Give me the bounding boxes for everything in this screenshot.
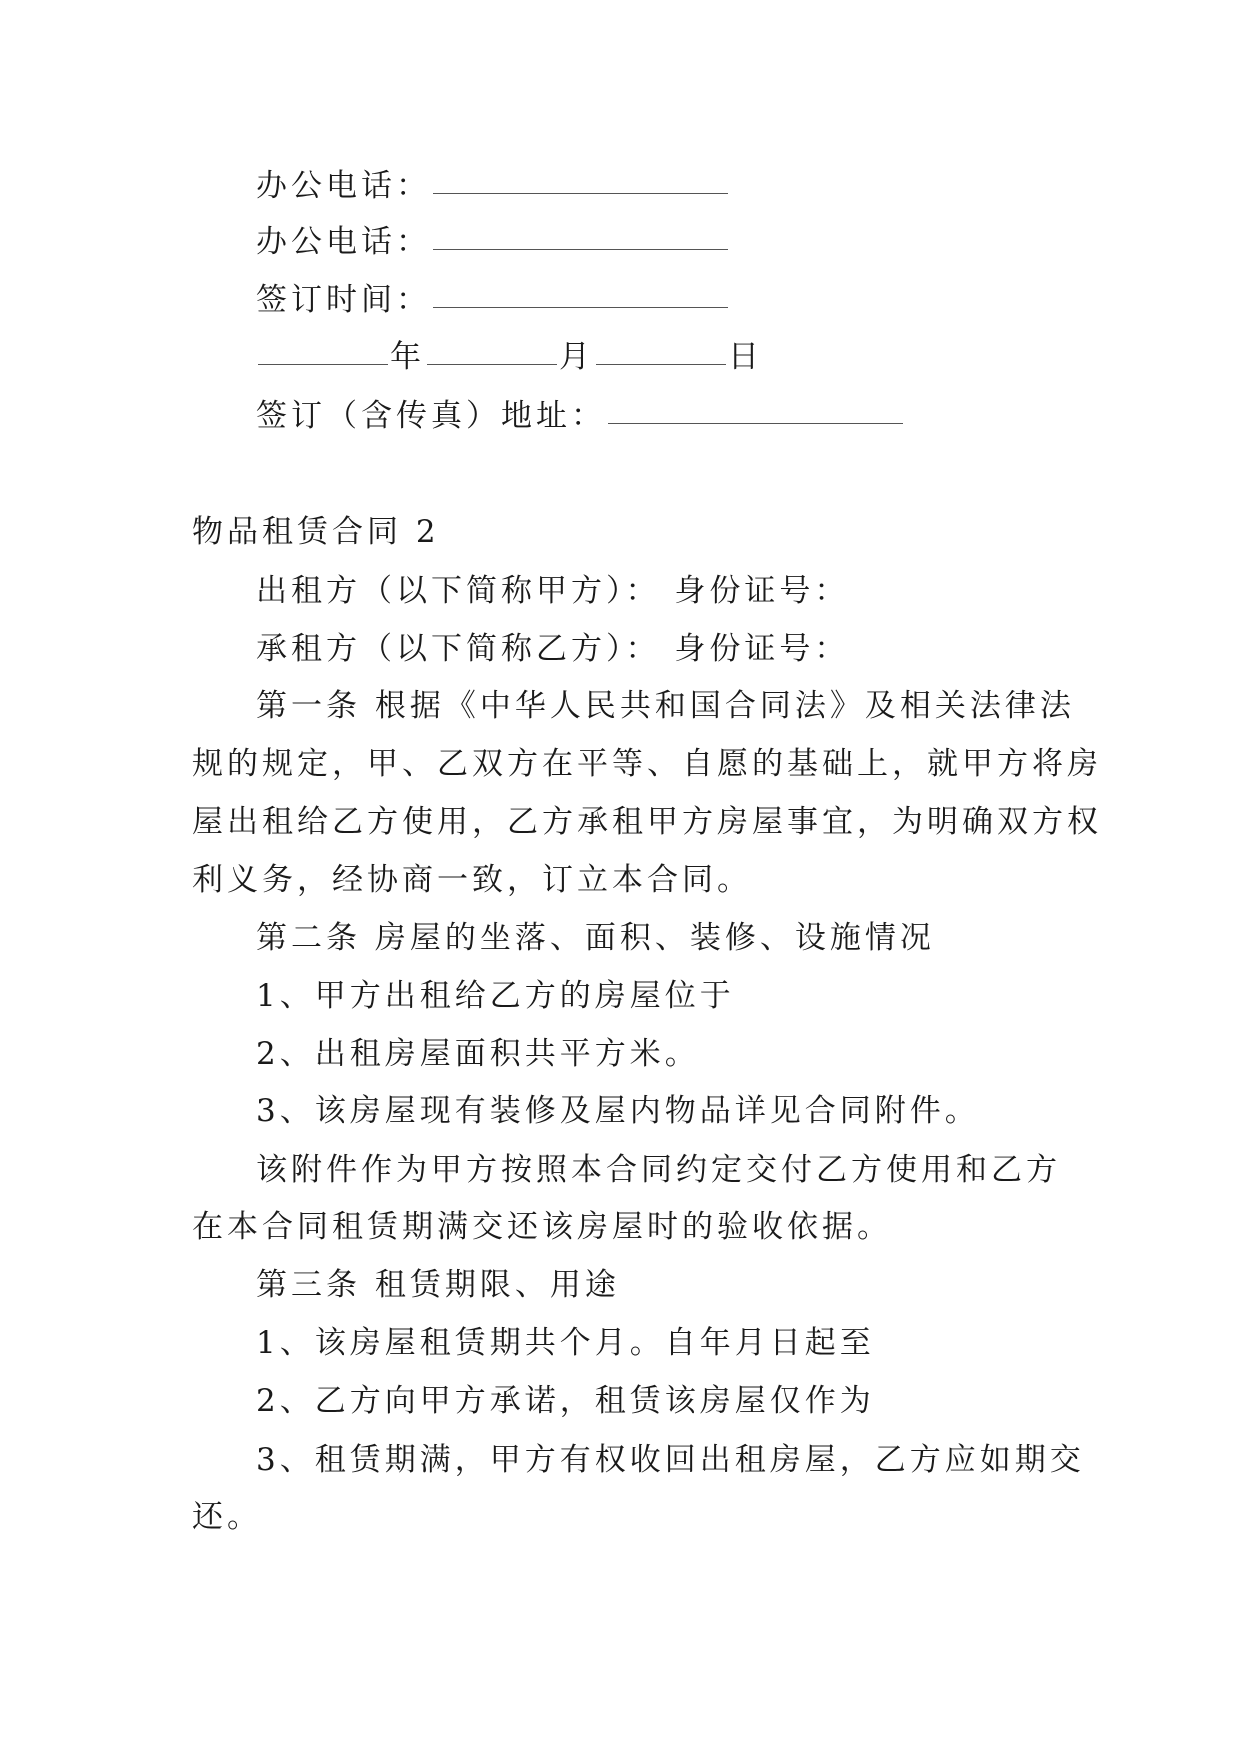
sign-address-blank [608, 423, 903, 424]
article-3-item-1: 1、该房屋租赁期共个月。自年月日起至 [256, 1325, 875, 1361]
lessee-line: 承租方（以下简称乙方）： 身份证号： [256, 631, 850, 667]
sign-time-blank [433, 307, 728, 308]
office-phone-line-2 [256, 222, 730, 262]
lessor-line: 出租方（以下简称甲方）： 身份证号： [256, 573, 850, 609]
year-blank [258, 364, 388, 365]
article-1-line-4: 利义务，经协商一致，订立本合同。 [192, 862, 752, 898]
article-2-item-1: 1、甲方出租给乙方的房屋位于 [256, 978, 735, 1014]
article-1-line-1: 第一条 根据《中华人民共和国合同法》及相关法律法 [256, 688, 1075, 724]
year-label: 年 [390, 339, 425, 375]
office-phone-blank [433, 249, 728, 250]
office-phone-line-1 [256, 166, 730, 206]
annex-line-2: 在本合同租赁期满交还该房屋时的验收依据。 [192, 1209, 892, 1245]
sign-time-line [256, 280, 730, 320]
article-2-item-2: 2、出租房屋面积共平方米。 [256, 1036, 700, 1072]
sign-address-line [256, 396, 905, 436]
office-phone-blank [433, 193, 728, 194]
article-3-item-2: 2、乙方向甲方承诺，租赁该房屋仅作为 [256, 1383, 875, 1419]
article-3-heading: 第三条 租赁期限、用途 [256, 1267, 620, 1303]
month-blank [427, 364, 557, 365]
day-blank [596, 364, 726, 365]
article-3-item-3-line-1: 3、租赁期满，甲方有权收回出租房屋，乙方应如期交 [256, 1442, 1085, 1478]
article-2-item-3: 3、该房屋现有装修及屋内物品详见合同附件。 [256, 1093, 980, 1129]
sign-time-label: 签订时间： [256, 282, 431, 318]
day-label: 日 [728, 339, 763, 375]
office-phone-label: 办公电话： [256, 168, 431, 204]
sign-address-label: 签订（含传真）地址： [256, 398, 606, 434]
month-label: 月 [559, 339, 594, 375]
contract-title: 物品租赁合同 2 [192, 514, 440, 550]
article-1-line-2: 规的规定，甲、乙双方在平等、自愿的基础上，就甲方将房 [192, 746, 1102, 782]
article-2-heading: 第二条 房屋的坐落、面积、装修、设施情况 [256, 920, 935, 956]
article-1-line-3: 屋出租给乙方使用，乙方承租甲方房屋事宜，为明确双方权 [192, 804, 1102, 840]
article-3-item-3-line-2: 还。 [192, 1499, 262, 1535]
annex-line-1: 该附件作为甲方按照本合同约定交付乙方使用和乙方 [256, 1152, 1061, 1188]
date-line [256, 337, 763, 377]
office-phone-label: 办公电话： [256, 224, 431, 260]
